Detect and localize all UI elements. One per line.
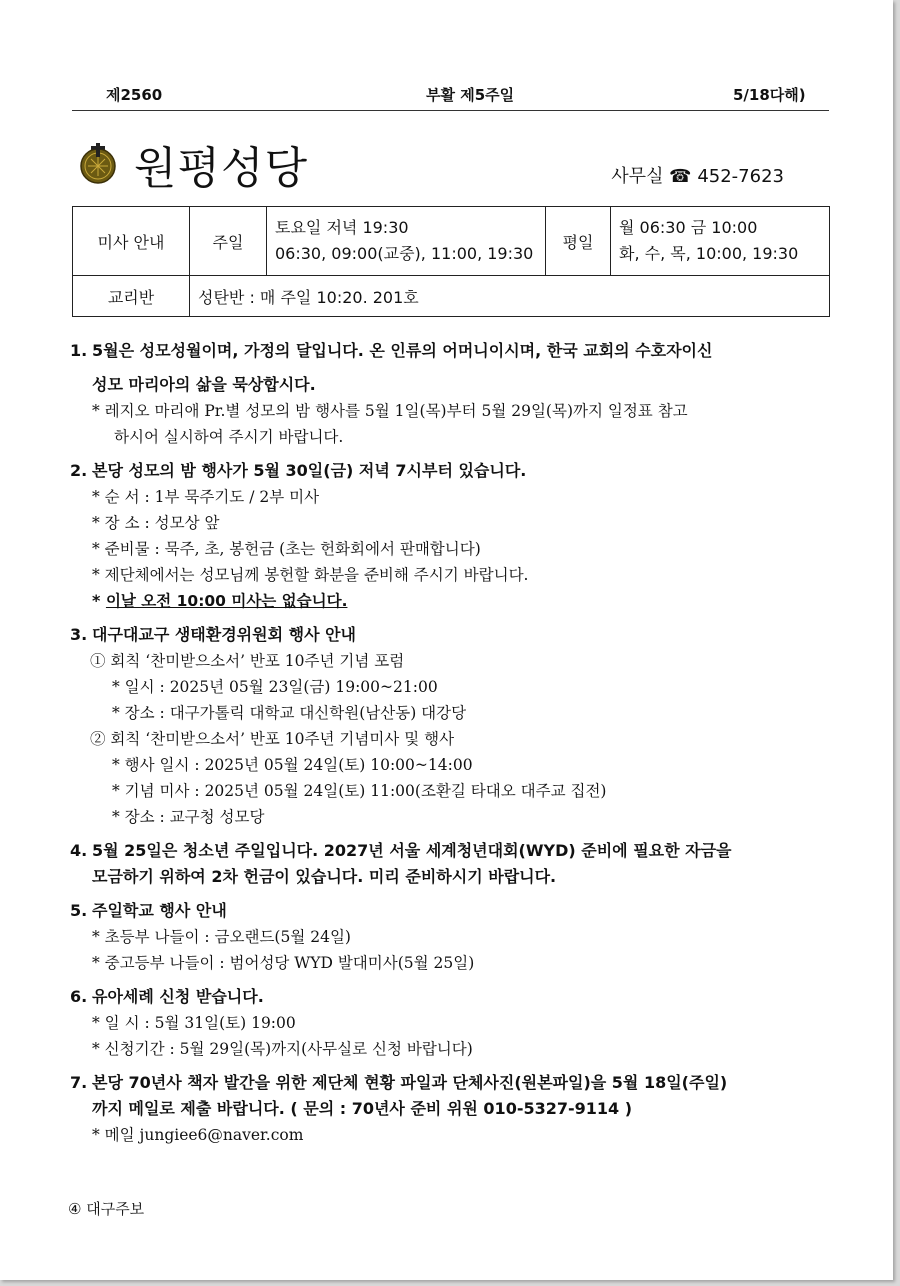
list-item: * 메일 jungiee6@naver.com xyxy=(92,1126,304,1144)
section-number: 3. xyxy=(70,625,88,644)
section-number: 6. xyxy=(70,987,88,1006)
list-item: * 장 소 : 성모상 앞 xyxy=(92,514,220,532)
header-divider xyxy=(72,110,829,111)
no-mass-notice: 이날 오전 10:00 미사는 없습니다. xyxy=(105,592,348,610)
bulletin-date: 5/18다해) xyxy=(733,86,806,104)
weekday-line-2: 화, 수, 목, 10:00, 19:30 xyxy=(619,244,799,263)
list-item: * 장소 : 교구청 성모당 xyxy=(112,808,265,826)
liturgical-week: 부활 제5주일 xyxy=(426,86,515,104)
weekday-times xyxy=(611,207,830,276)
sunday-times xyxy=(267,207,546,276)
mass-schedule-table xyxy=(72,206,830,317)
section-title: 본당 70년사 책자 발간을 위한 제단체 현황 파일과 단체사진(원본파일)을 5월 18일(주일) xyxy=(92,1073,728,1092)
sunday-label: 주일 xyxy=(190,207,267,276)
list-item xyxy=(70,588,832,614)
footer-note: ④ 대구주보 xyxy=(68,1200,145,1218)
section-title-cont: 모금하기 위하여 2차 헌금이 있습니다. 미리 준비하시기 바랍니다. xyxy=(92,867,557,886)
section-number: 2. xyxy=(70,461,88,480)
list-item: * 준비물 : 묵주, 초, 봉헌금 (초는 헌화회에서 판매합니다) xyxy=(92,540,481,558)
list-item: * 순 서 : 1부 묵주기도 / 2부 미사 xyxy=(92,488,320,506)
section-number: 5. xyxy=(70,901,88,920)
list-item: * 일시 : 2025년 05월 23일(금) 19:00~21:00 xyxy=(112,678,438,696)
sub-heading: ② 회칙 ‘찬미받으소서’ 반포 10주년 기념미사 및 행사 xyxy=(90,730,455,748)
announcements xyxy=(70,338,832,1148)
list-item: * 기념 미사 : 2025년 05월 24일(토) 11:00(조환길 타대오 대주교 집전) xyxy=(112,782,607,800)
section-title: 대구대교구 생태환경위원회 행사 안내 xyxy=(92,625,357,644)
list-item: * 레지오 마리애 Pr.별 성모의 밤 행사를 5월 1일(목)부터 5월 29일(목)까지 일정표 참고 xyxy=(92,402,688,420)
bullet: * xyxy=(92,591,106,610)
section-6 xyxy=(70,984,832,1062)
sub-heading: ① 회칙 ‘찬미받으소서’ 반포 10주년 기념 포럼 xyxy=(90,652,405,670)
section-7 xyxy=(70,1070,832,1148)
list-item: * 제단체에서는 성모님께 봉헌할 화분을 준비해 주시기 바랍니다. xyxy=(92,566,529,584)
section-title-cont: 성모 마리아의 삶을 묵상합시다. xyxy=(92,375,316,394)
list-item: * 일 시 : 5월 31일(토) 19:00 xyxy=(92,1014,296,1032)
church-name: 원평성당 xyxy=(134,143,309,194)
list-item: * 장소 : 대구가톨릭 대학교 대신학원(남산동) 대강당 xyxy=(112,704,467,722)
section-number: 4. xyxy=(70,841,88,860)
section-5 xyxy=(70,898,832,976)
section-title: 주일학교 행사 안내 xyxy=(92,901,227,920)
section-3 xyxy=(70,622,832,830)
church-emblem-icon xyxy=(76,142,120,186)
section-title-cont: 까지 메일로 제출 바랍니다. ( 문의 : 70년사 준비 위원 010-5327-9114 ) xyxy=(92,1099,633,1118)
list-item: * 중고등부 나들이 : 범어성당 WYD 발대미사(5월 25일) xyxy=(92,954,475,972)
catechism-label: 교리반 xyxy=(73,276,190,317)
list-item: * 행사 일시 : 2025년 05월 24일(토) 10:00~14:00 xyxy=(112,756,473,774)
section-number: 1. xyxy=(70,341,88,360)
list-item: * 초등부 나들이 : 금오랜드(5월 24일) xyxy=(92,928,351,946)
issue-number: 제2560 xyxy=(106,86,163,104)
weekday-label: 평일 xyxy=(546,207,611,276)
section-number: 7. xyxy=(70,1073,88,1092)
section-1 xyxy=(70,338,832,450)
office-phone: 사무실 ☎ 452-7623 xyxy=(611,166,784,187)
list-item: * 신청기간 : 5월 29일(목)까지(사무실로 신청 바랍니다) xyxy=(92,1040,473,1058)
title-block xyxy=(76,136,308,192)
mass-label: 미사 안내 xyxy=(73,207,190,276)
section-title: 5월은 성모성월이며, 가정의 달입니다. 온 인류의 어머니이시며, 한국 교회의 수호자이신 xyxy=(92,341,713,360)
sunday-line-1: 토요일 저녁 19:30 xyxy=(275,218,409,237)
sunday-line-2: 06:30, 09:00(교중), 11:00, 19:30 xyxy=(275,244,534,263)
catechism-value: 성탄반 : 매 주일 10:20. 201호 xyxy=(190,276,830,317)
section-2 xyxy=(70,458,832,614)
section-title: 유아세례 신청 받습니다. xyxy=(92,987,264,1006)
section-title: 5월 25일은 청소년 주일입니다. 2027년 서울 세계청년대회(WYD) 준비에 필요한 자금을 xyxy=(92,841,732,860)
section-4 xyxy=(70,838,832,890)
list-item-cont: 하시어 실시하여 주시기 바랍니다. xyxy=(114,428,344,446)
section-title: 본당 성모의 밤 행사가 5월 30일(금) 저녁 7시부터 있습니다. xyxy=(92,461,527,480)
weekday-line-1: 월 06:30 금 10:00 xyxy=(619,218,758,237)
